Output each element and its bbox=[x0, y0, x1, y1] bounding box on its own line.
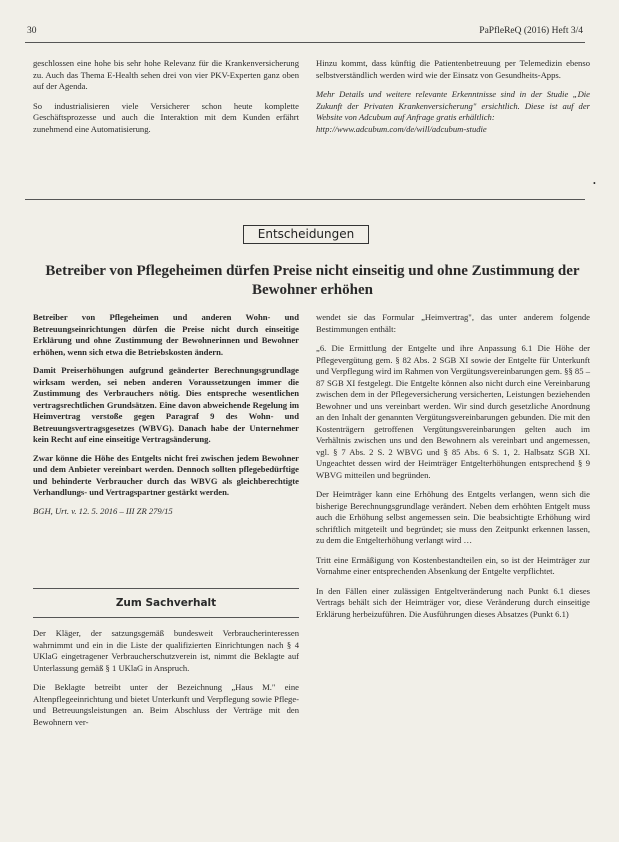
contract-clause: „6. Die Ermittlung der Entgelte und ihre Anpassung 6.1 Die Höhe der Pflegevergütung gem. § 82 Abs. 2 SGB XI sowie der Entgelte für Unterkunft und Verpflegung wird im Rahmen von Vergütungsvereinbarungen gem. §§ 85 – 87 SGB XI festgelegt. Die Entgelte können also nicht durch eine Vereinbarung zwischen dem in der Pflegeversicherung versicherten, Leistungen beziehenden Bewohner und uns vereinbart werden. Wir sind durch gesetzliche Anordnung an den Inhalt der genannten Vergütungsvereinbarungen gebunden. Die mit den Kostenträgern getroffenen Vergütungsvereinbarungen gelten auch im Verhältnis zwischen uns und den Bewohnern als vereinbart und angemessen, vgl. § 7 Abs. 2 S. 2 WBVG und § 85 Abs. 6 S. 1, 2. Halbsatz SGB XI. Ungeachtet dessen wird der Heimträger Entgelterhöhungen entsprechend § 9 WBVG mitteilen und begründen. bbox=[316, 343, 590, 480]
section-divider bbox=[25, 199, 585, 200]
journal-header: PaPfleReQ (2016) Heft 3/4 bbox=[479, 26, 583, 36]
page-number: 30 bbox=[27, 26, 37, 36]
contract-clause: Der Heimträger kann eine Erhöhung des Entgelts verlangen, wenn sich die bisherige Berechnungsgrundlage verändert. Neben dem erhöhten Entgelt muss auch die Erhöhung selbst angemessen sein. Die beabsichtigte Erhöhung wird schriftlich mitgeteilt und begründet; sie muss den Zeitpunkt erkennen lassen, zu dem die Entgelterhöhung verlangt wird … bbox=[316, 489, 590, 545]
top-left-column bbox=[33, 58, 299, 143]
more-info-text: Mehr Details und weitere relevante Erkenntnisse sind in der Studie „Die Zukunft der Privaten Krankenversicherung" ersichtlich. Diese ist auf der Website von Adcubum auf Anfrage gratis erhältlich: bbox=[316, 89, 590, 122]
summary-paragraph: Damit Preiserhöhungen aufgrund geänderter Berechnungsgrundlage wirksam werden, sei neben anderen Voraussetzungen immer die Zustimmung des Verbrauchers nötig. Dies entspreche wesentlichen vertragsrechtlichen Grundsätzen. Eine davon abweichende Regelung im Heimvertrag verstoße gegen Paragraf 9 des Wohn- und Betreuungsvertragsgesetzes (WBVG). Danach habe der Unternehmer kein Recht auf eine einseitige Vertragsänderung. bbox=[33, 365, 299, 444]
court-citation: BGH, Urt. v. 12. 5. 2016 – III ZR 279/15 bbox=[33, 505, 173, 516]
paragraph: Die Beklagte betreibt unter der Bezeichnung „Haus M." eine Altenpflegeeinrichtung und bietet Unterkunft und Verpflegung sowie Pflege- und Betreuungsleistungen an. Beim Abschluss der Verträge mit den Bewohnern ver- bbox=[33, 682, 299, 727]
article-title: Betreiber von Pflegeheimen dürfen Preise nicht einseitig und ohne Zustimmung der Bewohner erhöhen bbox=[45, 263, 580, 298]
summary-paragraph: Zwar könne die Höhe des Entgelts nicht frei zwischen jedem Bewohner und dem Anbieter vereinbart werden. Dennoch sollten pflegebedürftige und behinderte Verbraucher durch das WBVG als gleichberechtigte Verhandlungs- und Vertragspartner gestärkt werden. bbox=[33, 452, 299, 497]
top-right-column bbox=[316, 58, 590, 135]
subsection-heading: Zum Sachverhalt bbox=[115, 597, 217, 609]
header-rule bbox=[25, 42, 585, 43]
paragraph: geschlossen eine hohe bis sehr hohe Relevanz für die Krankenversicherung zu. Auch das Thema E-Health sehen drei von vier PKV-Experten ganz oben auf der Agenda. bbox=[33, 58, 299, 91]
subsection-rule-top bbox=[33, 588, 299, 589]
summary-paragraph: Betreiber von Pflegeheimen und anderen Wohn- und Betreuungseinrichtungen dürfen die Preise nicht durch einseitige Erklärung und ohne Zustimmung der Bewohnerinnen und Bewohner erhöhen, wenn sich etwa die Betriebskosten ändern. bbox=[33, 312, 299, 357]
facts-column bbox=[33, 628, 299, 736]
study-link[interactable]: http://www.adcubum.com/de/will/adcubum-studie bbox=[316, 123, 487, 134]
section-title: Entscheidungen bbox=[243, 225, 369, 244]
contract-column bbox=[316, 312, 590, 628]
subsection-rule-bottom bbox=[33, 617, 299, 618]
contract-clause: In den Fällen einer zulässigen Entgeltveränderung nach Punkt 6.1 dieses Vertrags behält sich der Heimträger vor, diese Veränderung durch einseitige Erklärung herbeizuführen. Die Ausführungen dieses Absatzes (Punkt 6.1) bbox=[316, 585, 590, 619]
paragraph: wendet sie das Formular „Heimvertrag", das unter anderem folgende Bestimmungen enthält: bbox=[316, 312, 590, 334]
contract-clause: Tritt eine Ermäßigung von Kostenbestandteilen ein, so ist der Heimträger zur Vornahme einer entsprechenden Absenkung der Entgelte verpflichtet. bbox=[316, 554, 590, 576]
paragraph: Der Kläger, der satzungsgemäß bundesweit Verbraucherinteressen wahrnimmt und ein in die Liste der qualifizierten Einrichtungen nach § 4 UKlaG eingetragener Verbraucherschutzverein ist, nimmt die Beklagte auf Unterlassung gemäß § 1 UKlaG in Anspruch. bbox=[33, 628, 299, 673]
summary-column bbox=[33, 312, 299, 517]
article-end-mark: • bbox=[593, 179, 596, 188]
paragraph: So industrialisieren viele Versicherer schon heute komplette Geschäftsprozesse und auch die Interaktion mit dem Kunden erfährt zunehmend eine Automatisierung. bbox=[33, 100, 299, 134]
more-info-note bbox=[316, 89, 590, 135]
paragraph: Hinzu kommt, dass künftig die Patientenbetreuung per Telemedizin ebenso selbstverständlich werden wird wie der Einsatz von Gesundheits-Apps. bbox=[316, 58, 590, 80]
